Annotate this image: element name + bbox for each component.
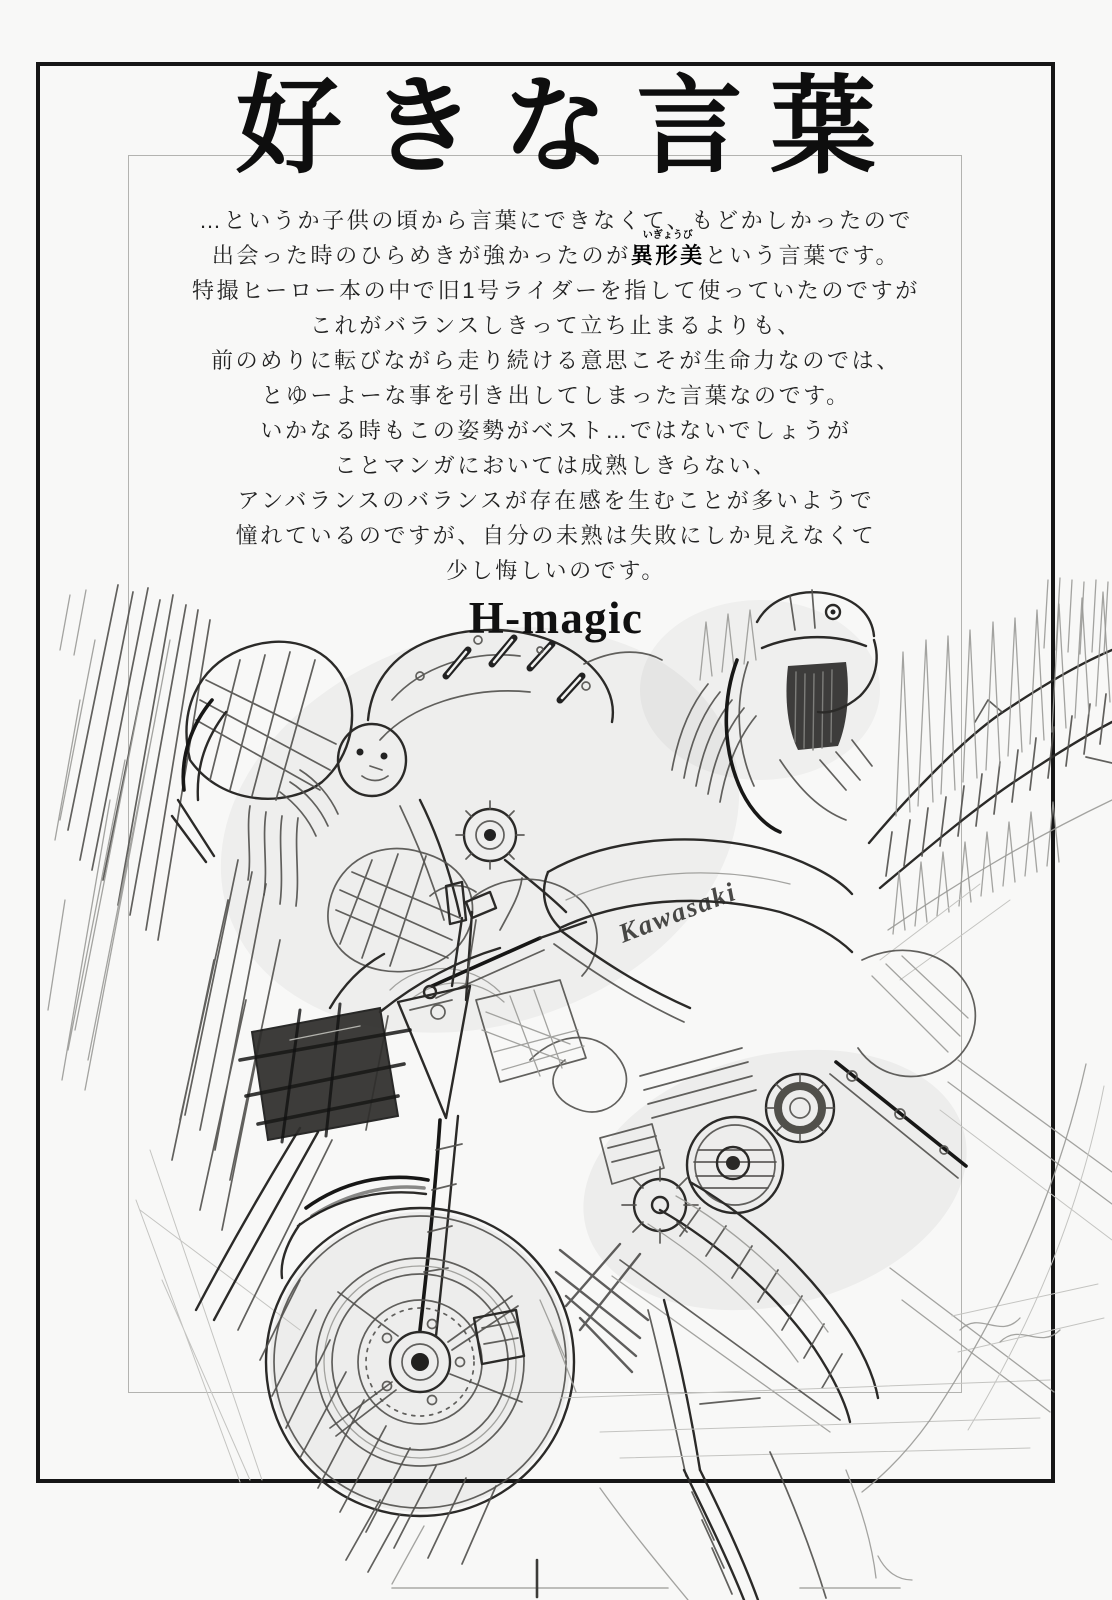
essay-line: いかなる時もこの姿勢がベスト…ではないでしょうが (260, 418, 852, 443)
author-signature: H-magic (468, 593, 644, 643)
essay-line: これがバランスしきって立ち止まるよりも、 (309, 313, 803, 338)
essay-line: 前のめりに転びながら走り続ける意思こそが生命力なのでは、 (211, 348, 901, 373)
essay-line: 少し悔しいのです。 (445, 558, 666, 583)
essay-line: アンバランスのバランスが存在感を生むことが多いようで (237, 488, 875, 513)
essay-line: ことマンガにおいては成熟しきらない、 (334, 453, 778, 478)
essay-line: …というか子供の頃から言葉にできなくて、もどかしかったので (198, 208, 914, 233)
keyword-ruby: いぎょうび (642, 230, 693, 241)
tank-label-text: Kawasaki (614, 876, 741, 949)
background-band-right (869, 650, 1112, 930)
keyword-with-ruby (630, 230, 705, 268)
speed-lines-top-left (48, 585, 210, 1090)
essay-line: とゆーよーな事を引き出してしまった言葉なのです。 (261, 383, 851, 408)
essay-line: 出会った時のひらめきが強かったのが いぎょうび 異形美という言葉です。 (211, 230, 901, 268)
essay-line: 憧れているのですが、自分の未熟は失敗にしか見えなくて (235, 523, 877, 548)
keyword-text: 異形美 (630, 243, 705, 268)
page-title: 好きな言葉 (235, 69, 904, 186)
essay-line: 特撮ヒーロー本の中で旧1号ライダーを指して使っていたのですが (192, 278, 920, 303)
essay-text (56, 203, 1056, 588)
